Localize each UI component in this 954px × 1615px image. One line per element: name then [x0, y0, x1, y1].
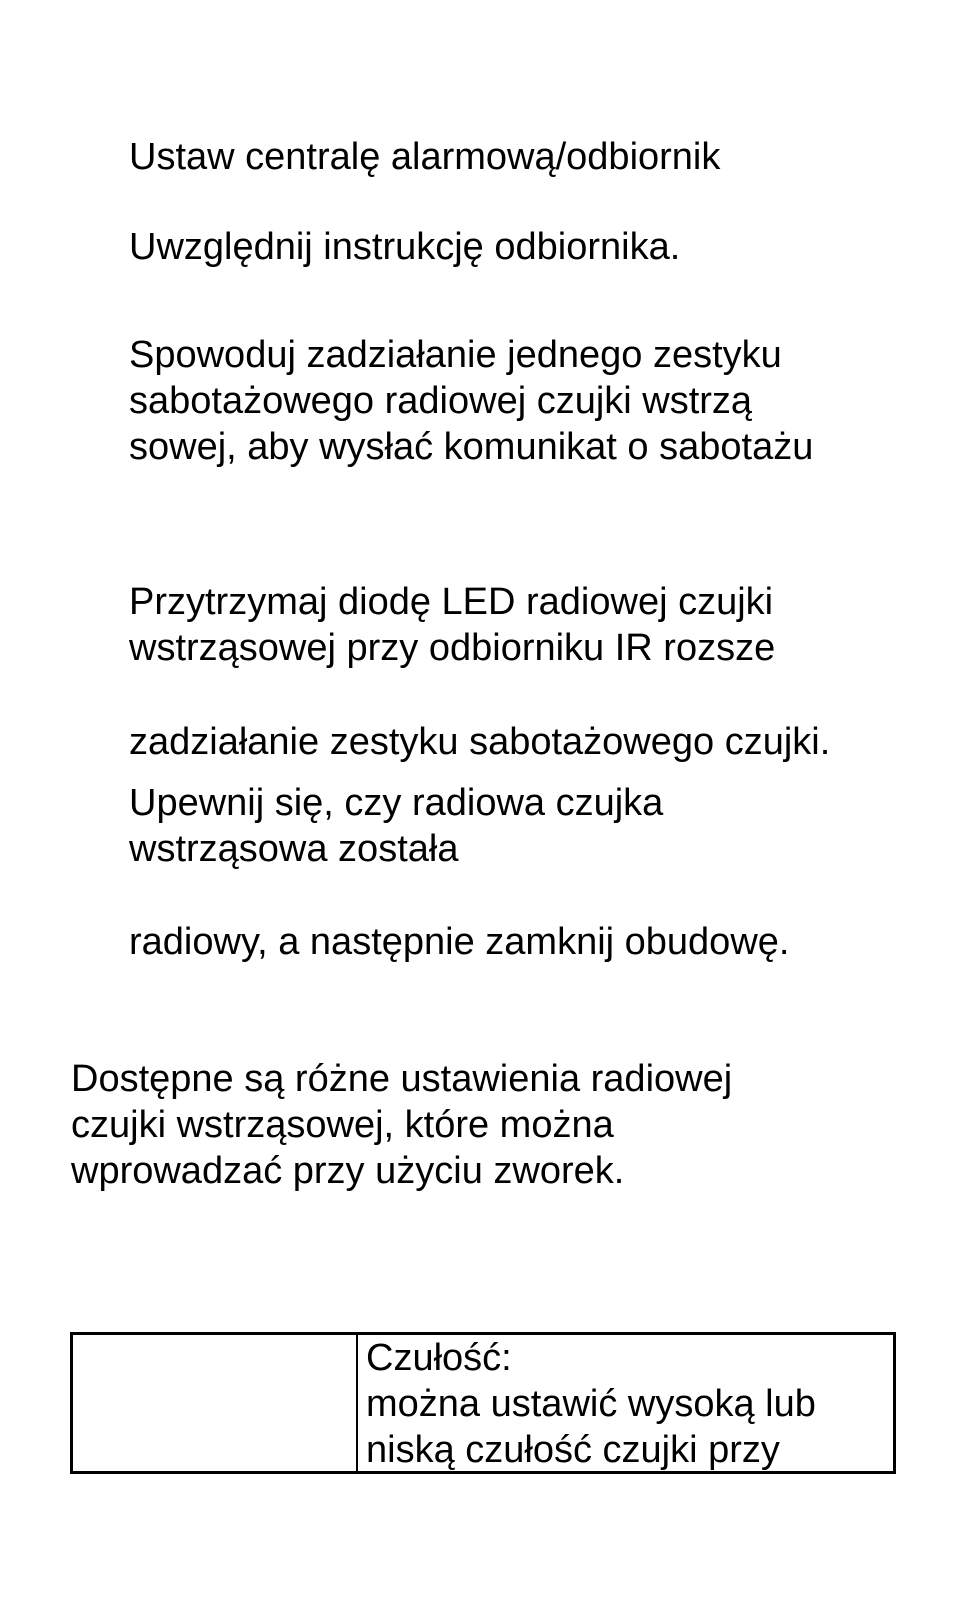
sensitivity-text-line-1: można ustawić wysoką lub: [366, 1383, 816, 1425]
step-set-receiver: Ustaw centralę alarmową/odbiornik: [129, 136, 721, 178]
sensitivity-heading: Czułość:: [366, 1337, 512, 1379]
settings-table-sensitivity-cell: [358, 1335, 893, 1471]
step-tamper-line-3: sowej, aby wysłać komunikat o sabotażu: [129, 426, 814, 468]
info-line-2: czujki wstrząsowej, które można: [71, 1104, 614, 1146]
settings-table: [70, 1332, 896, 1474]
step-tamper-activation: zadziałanie zestyku sabotażowego czujki.: [129, 721, 831, 763]
step-tamper-line-1: Spowoduj zadziałanie jednego zestyku: [129, 334, 782, 376]
step-close-housing: radiowy, a następnie zamknij obudowę.: [129, 921, 790, 963]
step-led-line-1: Przytrzymaj diodę LED radiowej czujki: [129, 581, 774, 623]
step-verify-line-1: Upewnij się, czy radiowa czujka: [129, 782, 664, 824]
sensitivity-text-line-2: niską czułość czujki przy: [366, 1429, 780, 1471]
info-line-3: wprowadzać przy użyciu zworek.: [71, 1150, 625, 1192]
step-led-line-2: wstrząsowej przy odbiorniku IR rozsze: [129, 627, 776, 669]
step-verify-line-2: wstrząsowa została: [129, 828, 459, 870]
info-line-1: Dostępne są różne ustawienia radiowej: [71, 1058, 733, 1100]
step-tamper-line-2: sabotażowego radiowej czujki wstrzą: [129, 380, 753, 422]
step-receiver-instructions: Uwzględnij instrukcję odbiornika.: [129, 226, 681, 268]
settings-table-image-cell: [73, 1335, 358, 1471]
